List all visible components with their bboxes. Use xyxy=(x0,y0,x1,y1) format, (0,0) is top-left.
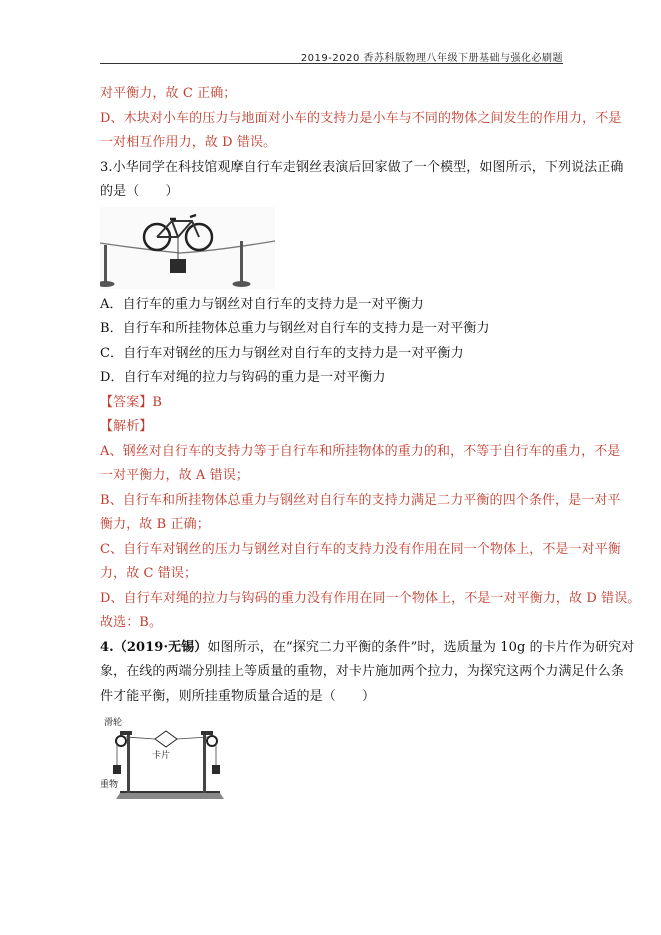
q3-analysis-line-1: A、钢丝对自行车的支持力等于自行车和所挂物体的重力的和，不等于自行车的重力，不是 xyxy=(100,443,621,459)
weight-label: 重物 xyxy=(100,780,119,790)
header-divider xyxy=(100,63,563,64)
q3-analysis-line-2: 一对平衡力，故 A 错误； xyxy=(100,468,249,483)
q4-stem-line-3: 件才能平衡，则所挂重物质量合适的是（ ） xyxy=(100,688,376,704)
prev-answer-line-1: 对平衡力，故 C 正确； xyxy=(100,86,237,101)
prev-answer-line-2: D、木块对小车的压力与地面对小车的支持力是小车与不同的物体之间发生的作用力，不是 xyxy=(100,110,622,126)
card-label: 卡片 xyxy=(152,751,171,761)
q3-analysis-line-5: C、自行车对钢丝的压力与钢丝对自行车的支持力没有作用在同一个物体上，不是一对平衡 xyxy=(100,541,621,557)
q3-option-a: A．自行车的重力与钢丝对自行车的支持力是一对平衡力 xyxy=(100,296,424,312)
q3-analysis-line-4: 衡力，故 B 正确； xyxy=(100,517,210,532)
q3-stem-line-1: 3.小华同学在科技馆观摩自行车走钢丝表演后回家做了一个模型，如图所示，下列说法正确 xyxy=(100,159,624,175)
q3-analysis-line-7: D、自行车对绳的拉力与钩码的重力没有作用在同一个物体上，不是一对平衡力，故 D 错误。 xyxy=(100,590,641,606)
prev-answer-line-3: 一对相互作用力，故 D 错误。 xyxy=(100,135,277,150)
q3-analysis-line-3: B、自行车和所挂物体总重力与钢丝对自行车的支持力满足二力平衡的四个条件，是一对平 xyxy=(100,492,621,508)
q3-option-b: B．自行车和所挂物体总重力与钢丝对自行车的支持力是一对平衡力 xyxy=(100,321,490,336)
pulley-label: 滑轮 xyxy=(104,718,123,728)
q4-stem-line-2: 象，在线的两端分别挂上等质量的重物，对卡片施加两个拉力，为探究这两个力满足什么条 xyxy=(100,664,625,679)
q3-analysis-line-6: 力，故 C 错误； xyxy=(100,566,198,581)
q4-stem-line-1 xyxy=(100,636,635,661)
q3-stem-line-2: 的是（ ） xyxy=(100,184,179,199)
two-force-balance-figure xyxy=(100,717,235,809)
q3-option-c: C．自行车对钢丝的压力与钢丝对自行车的支持力是一对平衡力 xyxy=(100,345,464,361)
q3-option-d: D．自行车对绳的拉力与钩码的重力是一对平衡力 xyxy=(100,370,386,385)
page-header: 2019-2020 香苏科版物理八年级下册基础与强化必刷题 xyxy=(300,53,563,64)
bicycle-tightrope-figure xyxy=(100,207,275,289)
q3-answer: 【答案】B xyxy=(100,394,163,410)
document-body xyxy=(100,82,641,813)
q4-source: 4.（2019·无锡） xyxy=(100,639,208,655)
q3-analysis-heading: 【解析】 xyxy=(100,419,153,434)
q3-analysis-line-8: 故选：B。 xyxy=(100,615,163,630)
q4-stem-text-1: 如图所示，在“探究二力平衡的条件”时，选质量为 10g 的卡片作为研究对 xyxy=(207,639,635,655)
